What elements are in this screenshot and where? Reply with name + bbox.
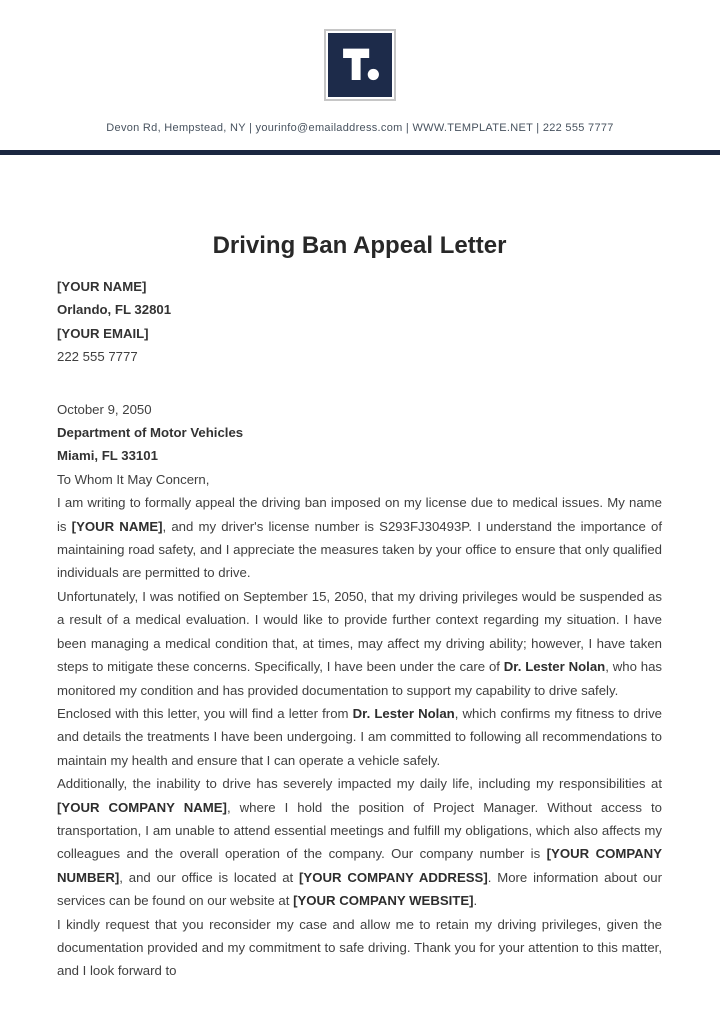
paragraph-medical-context: Unfortunately, I was notified on September 15, 2050, that my driving privileges would be suspended as a result of a medical evaluation. I would like to provide further context regarding my situation. I have been managing a medical condition that, at times, may affect my driving ability; however, I have taken steps to mitigate these concerns. Specifically, I have been under the care of Dr. Lester Nolan, who has monitored my condition and has provided documentation to support my capability to drive safely. xyxy=(57,588,662,698)
letterhead-contact-line: Devon Rd, Hempstead, NY | yourinfo@emailaddress.com | WWW.TEMPLATE.NET | 222 555 7777 xyxy=(106,122,614,134)
paragraph-impact-on-life: Additionally, the inability to drive has severely impacted my daily life, including my responsibilities at [YOUR COMPANY NAME], where I hold the position of Project Manager. Without access to transportation, I am unable to attend essential meetings and fulfill my obligations, which also affects my colleagues and the overall operation of the company. Our company number is [YOUR COMPANY NUMBER], and our office is located at [YOUR COMPANY ADDRESS]. More information about our services can be found on our website at [YOUR COMPANY WEBSITE]. xyxy=(57,776,663,909)
sender-phone: 222 555 7777 xyxy=(57,349,138,365)
sender-email: [YOUR EMAIL] xyxy=(57,325,149,341)
letterhead-divider xyxy=(0,150,720,155)
paragraph-enclosed-letter: Enclosed with this letter, you will find a letter from Dr. Lester Nolan, which confirms my fitness to drive and details the treatments I have been undergoing. I am committed to following all recommendations to maintain my health and ensure that I can operate a vehicle safely. xyxy=(57,705,663,768)
sender-block xyxy=(57,275,662,369)
recipient-address: Miami, FL 33101 xyxy=(57,448,158,464)
sender-name: [YOUR NAME] xyxy=(57,279,147,294)
letterhead xyxy=(0,0,720,155)
letter-paragraphs xyxy=(57,491,662,983)
date-recipient-block xyxy=(57,398,662,492)
paragraph-closing-request: I kindly request that you reconsider my case and allow me to retain my driving privileges, given the documentation provided and my commitment to safe driving. Thank you for your attention to this matter, and I look forward to xyxy=(57,916,662,979)
page-title: Driving Ban Appeal Letter xyxy=(212,232,507,259)
recipient-name: Department of Motor Vehicles xyxy=(57,425,244,441)
letter-date: October 9, 2050 xyxy=(57,401,152,417)
letter-content xyxy=(0,229,720,983)
brand-logo xyxy=(324,29,396,101)
salutation: To Whom It May Concern, xyxy=(57,471,210,487)
sender-address: Orlando, FL 32801 xyxy=(57,302,172,318)
paragraph-appeal-intro: I am writing to formally appeal the driving ban imposed on my license due to medical issues. My name is [YOUR NAME], and my driver's license number is S293FJ30493P. I understand the importance of maintaining road safety, and I appreciate the measures taken by your office to ensure that only qualified individuals are permitted to drive. xyxy=(57,495,662,581)
logo-t-mark-icon xyxy=(328,33,392,97)
